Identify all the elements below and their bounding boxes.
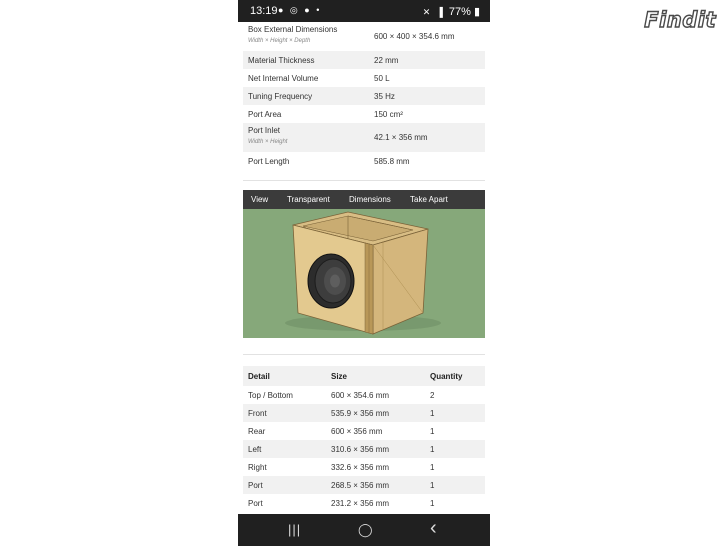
status-time: 13:19 (250, 5, 278, 17)
spec-row (243, 22, 485, 51)
battery-level: 77% (448, 6, 471, 18)
tab-take-apart[interactable]: Take Apart (410, 195, 448, 204)
tab-transparent[interactable]: Transparent (287, 195, 330, 204)
spec-row (243, 51, 485, 69)
cell-detail: Right (248, 463, 267, 472)
table-row (243, 422, 485, 440)
cell-size: 600 × 356 mm (331, 427, 383, 436)
spec-label: Port Area (248, 110, 282, 119)
spec-label: Box External Dimensions (248, 25, 338, 34)
spec-label: Port Inlet (248, 126, 281, 135)
cell-detail: Top / Bottom (248, 391, 293, 400)
spec-value: 22 mm (374, 56, 399, 65)
recents-button[interactable]: ||| (288, 522, 302, 537)
divider (243, 354, 485, 355)
home-button[interactable]: ◯ (358, 522, 373, 537)
cell-size: 231.2 × 356 mm (331, 499, 390, 508)
cell-size: 310.6 × 356 mm (331, 445, 390, 454)
mute-icon: ✕ (422, 7, 431, 17)
spec-sublabel: Width × Height (248, 139, 288, 145)
status-bar (238, 0, 490, 22)
spec-value: 50 L (374, 74, 390, 83)
spec-label: Tuning Frequency (248, 92, 313, 101)
cell-size: 600 × 354.6 mm (331, 391, 390, 400)
cell-detail: Front (248, 409, 267, 418)
status-right (423, 5, 480, 18)
spec-value: 600 × 400 × 354.6 mm (374, 32, 455, 41)
header-size: Size (331, 372, 348, 381)
spec-table (243, 22, 485, 170)
spec-row (243, 105, 485, 123)
cell-quantity: 1 (430, 409, 435, 418)
spec-row (243, 152, 485, 170)
spec-label: Port Length (248, 157, 290, 166)
spec-sublabel: Width × Height × Depth (248, 38, 311, 44)
spec-label: Net Internal Volume (248, 74, 319, 83)
cell-detail: Rear (248, 427, 266, 436)
header-detail: Detail (248, 372, 270, 381)
cell-detail: Port (248, 499, 263, 508)
spec-value: 585.8 mm (374, 157, 410, 166)
cell-quantity: 1 (430, 481, 435, 490)
spec-value: 35 Hz (374, 92, 395, 101)
cell-quantity: 1 (430, 445, 435, 454)
table-row (243, 476, 485, 494)
spec-value: 150 cm² (374, 110, 403, 119)
cell-quantity: 1 (430, 499, 435, 508)
cell-quantity: 1 (430, 463, 435, 472)
box-3d-viewer[interactable] (243, 190, 485, 338)
findit-watermark: Findit (644, 8, 716, 32)
back-button[interactable]: ‹ (430, 517, 437, 539)
cell-size: 535.9 × 356 mm (331, 409, 390, 418)
cell-detail: Left (248, 445, 262, 454)
cell-quantity: 1 (430, 427, 435, 436)
table-row (243, 404, 485, 422)
spec-row (243, 69, 485, 87)
viewer-tab-bar (243, 190, 485, 209)
subwoofer-box-render (243, 209, 485, 338)
table-row (243, 494, 485, 512)
spec-label: Material Thickness (248, 56, 315, 65)
header-quantity: Quantity (430, 372, 463, 381)
battery-icon: ▮ (473, 6, 480, 18)
viewer-canvas[interactable] (243, 209, 485, 338)
signal-icon: ▐ (436, 7, 443, 17)
spec-value: 42.1 × 356 mm (374, 133, 428, 142)
phone-screen (238, 0, 490, 546)
spec-row (243, 87, 485, 105)
table-row (243, 458, 485, 476)
tab-view[interactable]: View (251, 195, 269, 204)
spec-row (243, 123, 485, 152)
divider (243, 180, 485, 181)
cell-detail: Port (248, 481, 263, 490)
table-row (243, 386, 485, 404)
cell-quantity: 2 (430, 391, 435, 400)
notification-icons: ● ◎ ● • (278, 5, 322, 15)
cut-list-table (243, 366, 485, 512)
android-nav-bar (238, 514, 490, 546)
tab-dimensions[interactable]: Dimensions (349, 195, 391, 204)
table-row (243, 440, 485, 458)
cell-size: 332.6 × 356 mm (331, 463, 390, 472)
cell-size: 268.5 × 356 mm (331, 481, 390, 490)
table-header (243, 366, 485, 386)
